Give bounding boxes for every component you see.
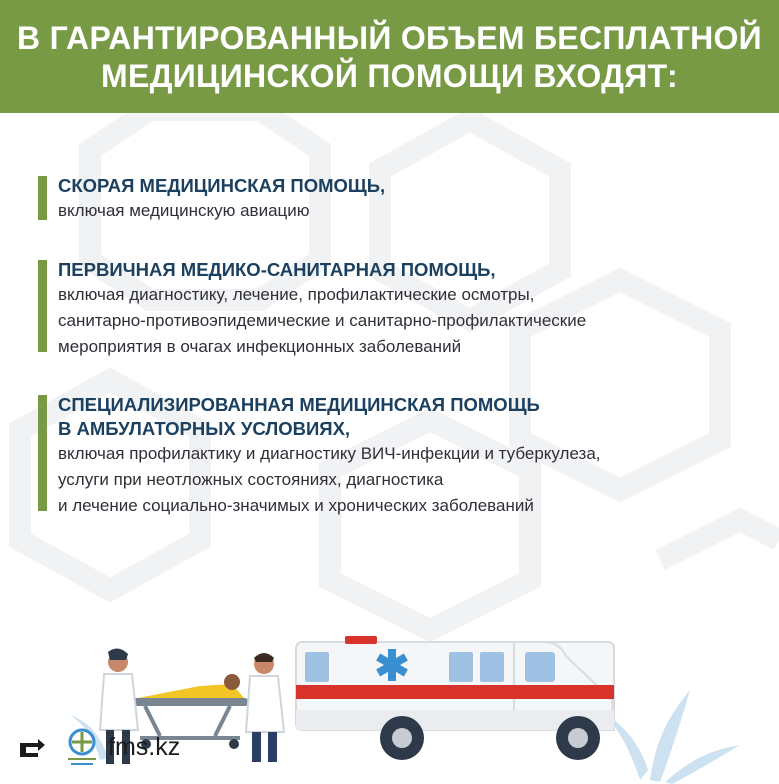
doctor-icon: [246, 653, 284, 762]
ambulance-icon: [296, 636, 614, 760]
section-primary-care: [38, 258, 586, 356]
section-description: услуги при неотложных состояниях, диагностика: [58, 470, 444, 489]
section-description: включая медицинскую авиацию: [58, 201, 310, 220]
accent-bar: [38, 260, 47, 352]
section-description: включая профилактику и диагностику ВИЧ-инфекции и туберкулеза,: [58, 444, 601, 463]
repost-icon[interactable]: [16, 735, 50, 761]
header-title-line-1: В ГАРАНТИРОВАННЫЙ ОБЪЕМ БЕСПЛАТНОЙ: [17, 19, 762, 56]
section-specialized-care: [38, 393, 601, 515]
section-description: мероприятия в очагах инфекционных заболеваний: [58, 337, 462, 356]
accent-bar: [38, 395, 47, 511]
section-title: СКОРАЯ МЕДИЦИНСКАЯ ПОМОЩЬ,: [58, 175, 386, 196]
section-title: ПЕРВИЧНАЯ МЕДИКО-САНИТАРНАЯ ПОМОЩЬ,: [58, 259, 496, 280]
site-link[interactable]: fms.kz: [108, 733, 181, 761]
fund-logo-icon: [62, 726, 102, 770]
section-emergency-care: [38, 174, 385, 224]
accent-bar: [38, 176, 47, 220]
section-title: СПЕЦИАЛИЗИРОВАННАЯ МЕДИЦИНСКАЯ ПОМОЩЬ: [58, 394, 540, 415]
section-description: включая диагностику, лечение, профилактические осмотры,: [58, 285, 535, 304]
section-title: В АМБУЛАТОРНЫХ УСЛОВИЯХ,: [58, 418, 351, 439]
header-banner: [0, 0, 779, 113]
section-description: санитарно-противоэпидемические и санитарно-профилактические: [58, 311, 587, 330]
header-title-line-2: МЕДИЦИНСКОЙ ПОМОЩИ ВХОДЯТ:: [101, 57, 678, 94]
section-description: и лечение социально-значимых и хронических заболеваний: [58, 496, 534, 515]
